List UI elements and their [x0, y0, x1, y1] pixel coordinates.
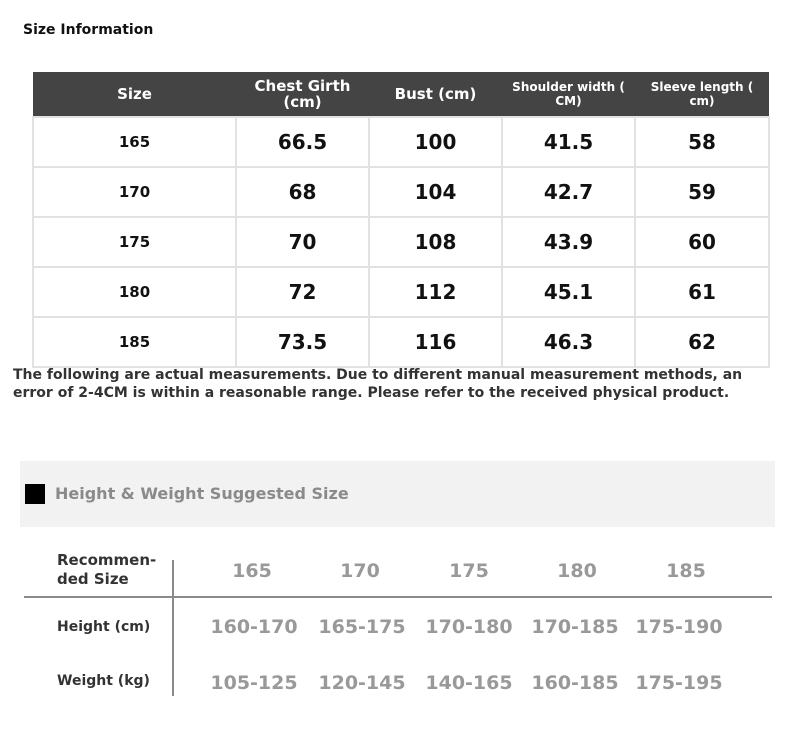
cell-sleeve-length: 58	[635, 117, 769, 167]
weight-range: 140-165	[425, 672, 513, 694]
cell-size: 185	[33, 317, 236, 367]
suggested-size-table	[24, 548, 772, 708]
cell-chest-girth: 68	[236, 167, 369, 217]
cell-sleeve-length: 60	[635, 217, 769, 267]
measurement-note: The following are actual measurements. Due to different manual measurement methods, an error of 2-4CM is within a reasonable range. Please refer to the received physical product.	[13, 367, 743, 401]
section-title: Height & Weight Suggested Size	[55, 484, 349, 503]
cell-bust: 100	[369, 117, 502, 167]
cell-bust: 104	[369, 167, 502, 217]
size-table	[32, 72, 770, 368]
vertical-divider	[172, 560, 174, 696]
recommended-size-175: 175	[449, 560, 489, 582]
header-sleeve-length: Sleeve length ( cm)	[635, 72, 769, 117]
recommended-size-185: 185	[666, 560, 706, 582]
cell-shoulder-width: 45.1	[502, 267, 635, 317]
cell-size: 170	[33, 167, 236, 217]
cell-bust: 116	[369, 317, 502, 367]
cell-size: 175	[33, 217, 236, 267]
page-title: Size Information	[23, 22, 154, 38]
cell-size: 165	[33, 117, 236, 167]
recommended-size-label: Recommen-ded Size	[57, 551, 157, 588]
cell-shoulder-width: 42.7	[502, 167, 635, 217]
recommended-size-180: 180	[557, 560, 597, 582]
weight-range: 175-195	[635, 672, 723, 694]
height-range: 175-190	[635, 616, 723, 638]
cell-sleeve-length: 61	[635, 267, 769, 317]
weight-range: 120-145	[318, 672, 406, 694]
cell-size: 180	[33, 267, 236, 317]
height-range: 160-170	[210, 616, 298, 638]
recommended-size-165: 165	[232, 560, 272, 582]
table-row	[33, 267, 769, 317]
header-bust: Bust (cm)	[369, 72, 502, 117]
header-shoulder-width: Shoulder width ( CM)	[502, 72, 635, 117]
table-row	[33, 167, 769, 217]
table-row	[33, 117, 769, 167]
horizontal-divider	[24, 596, 772, 598]
height-range: 170-180	[425, 616, 513, 638]
header-size: Size	[33, 72, 236, 117]
weight-range: 160-185	[531, 672, 619, 694]
cell-chest-girth: 70	[236, 217, 369, 267]
recommended-size-170: 170	[340, 560, 380, 582]
cell-sleeve-length: 59	[635, 167, 769, 217]
cell-shoulder-width: 41.5	[502, 117, 635, 167]
height-range: 165-175	[318, 616, 406, 638]
weight-range: 105-125	[210, 672, 298, 694]
cell-chest-girth: 66.5	[236, 117, 369, 167]
section-marker-square	[25, 484, 45, 504]
cell-shoulder-width: 46.3	[502, 317, 635, 367]
table-row	[33, 317, 769, 367]
cell-bust: 112	[369, 267, 502, 317]
height-label: Height (cm)	[57, 619, 151, 635]
header-chest-girth: Chest Girth (cm)	[236, 72, 369, 117]
cell-bust: 108	[369, 217, 502, 267]
cell-sleeve-length: 62	[635, 317, 769, 367]
height-range: 170-185	[531, 616, 619, 638]
size-table-header	[33, 72, 769, 117]
table-row	[33, 217, 769, 267]
suggested-size-section-bar	[20, 461, 775, 527]
cell-chest-girth: 72	[236, 267, 369, 317]
cell-chest-girth: 73.5	[236, 317, 369, 367]
cell-shoulder-width: 43.9	[502, 217, 635, 267]
weight-label: Weight (kg)	[57, 673, 150, 689]
